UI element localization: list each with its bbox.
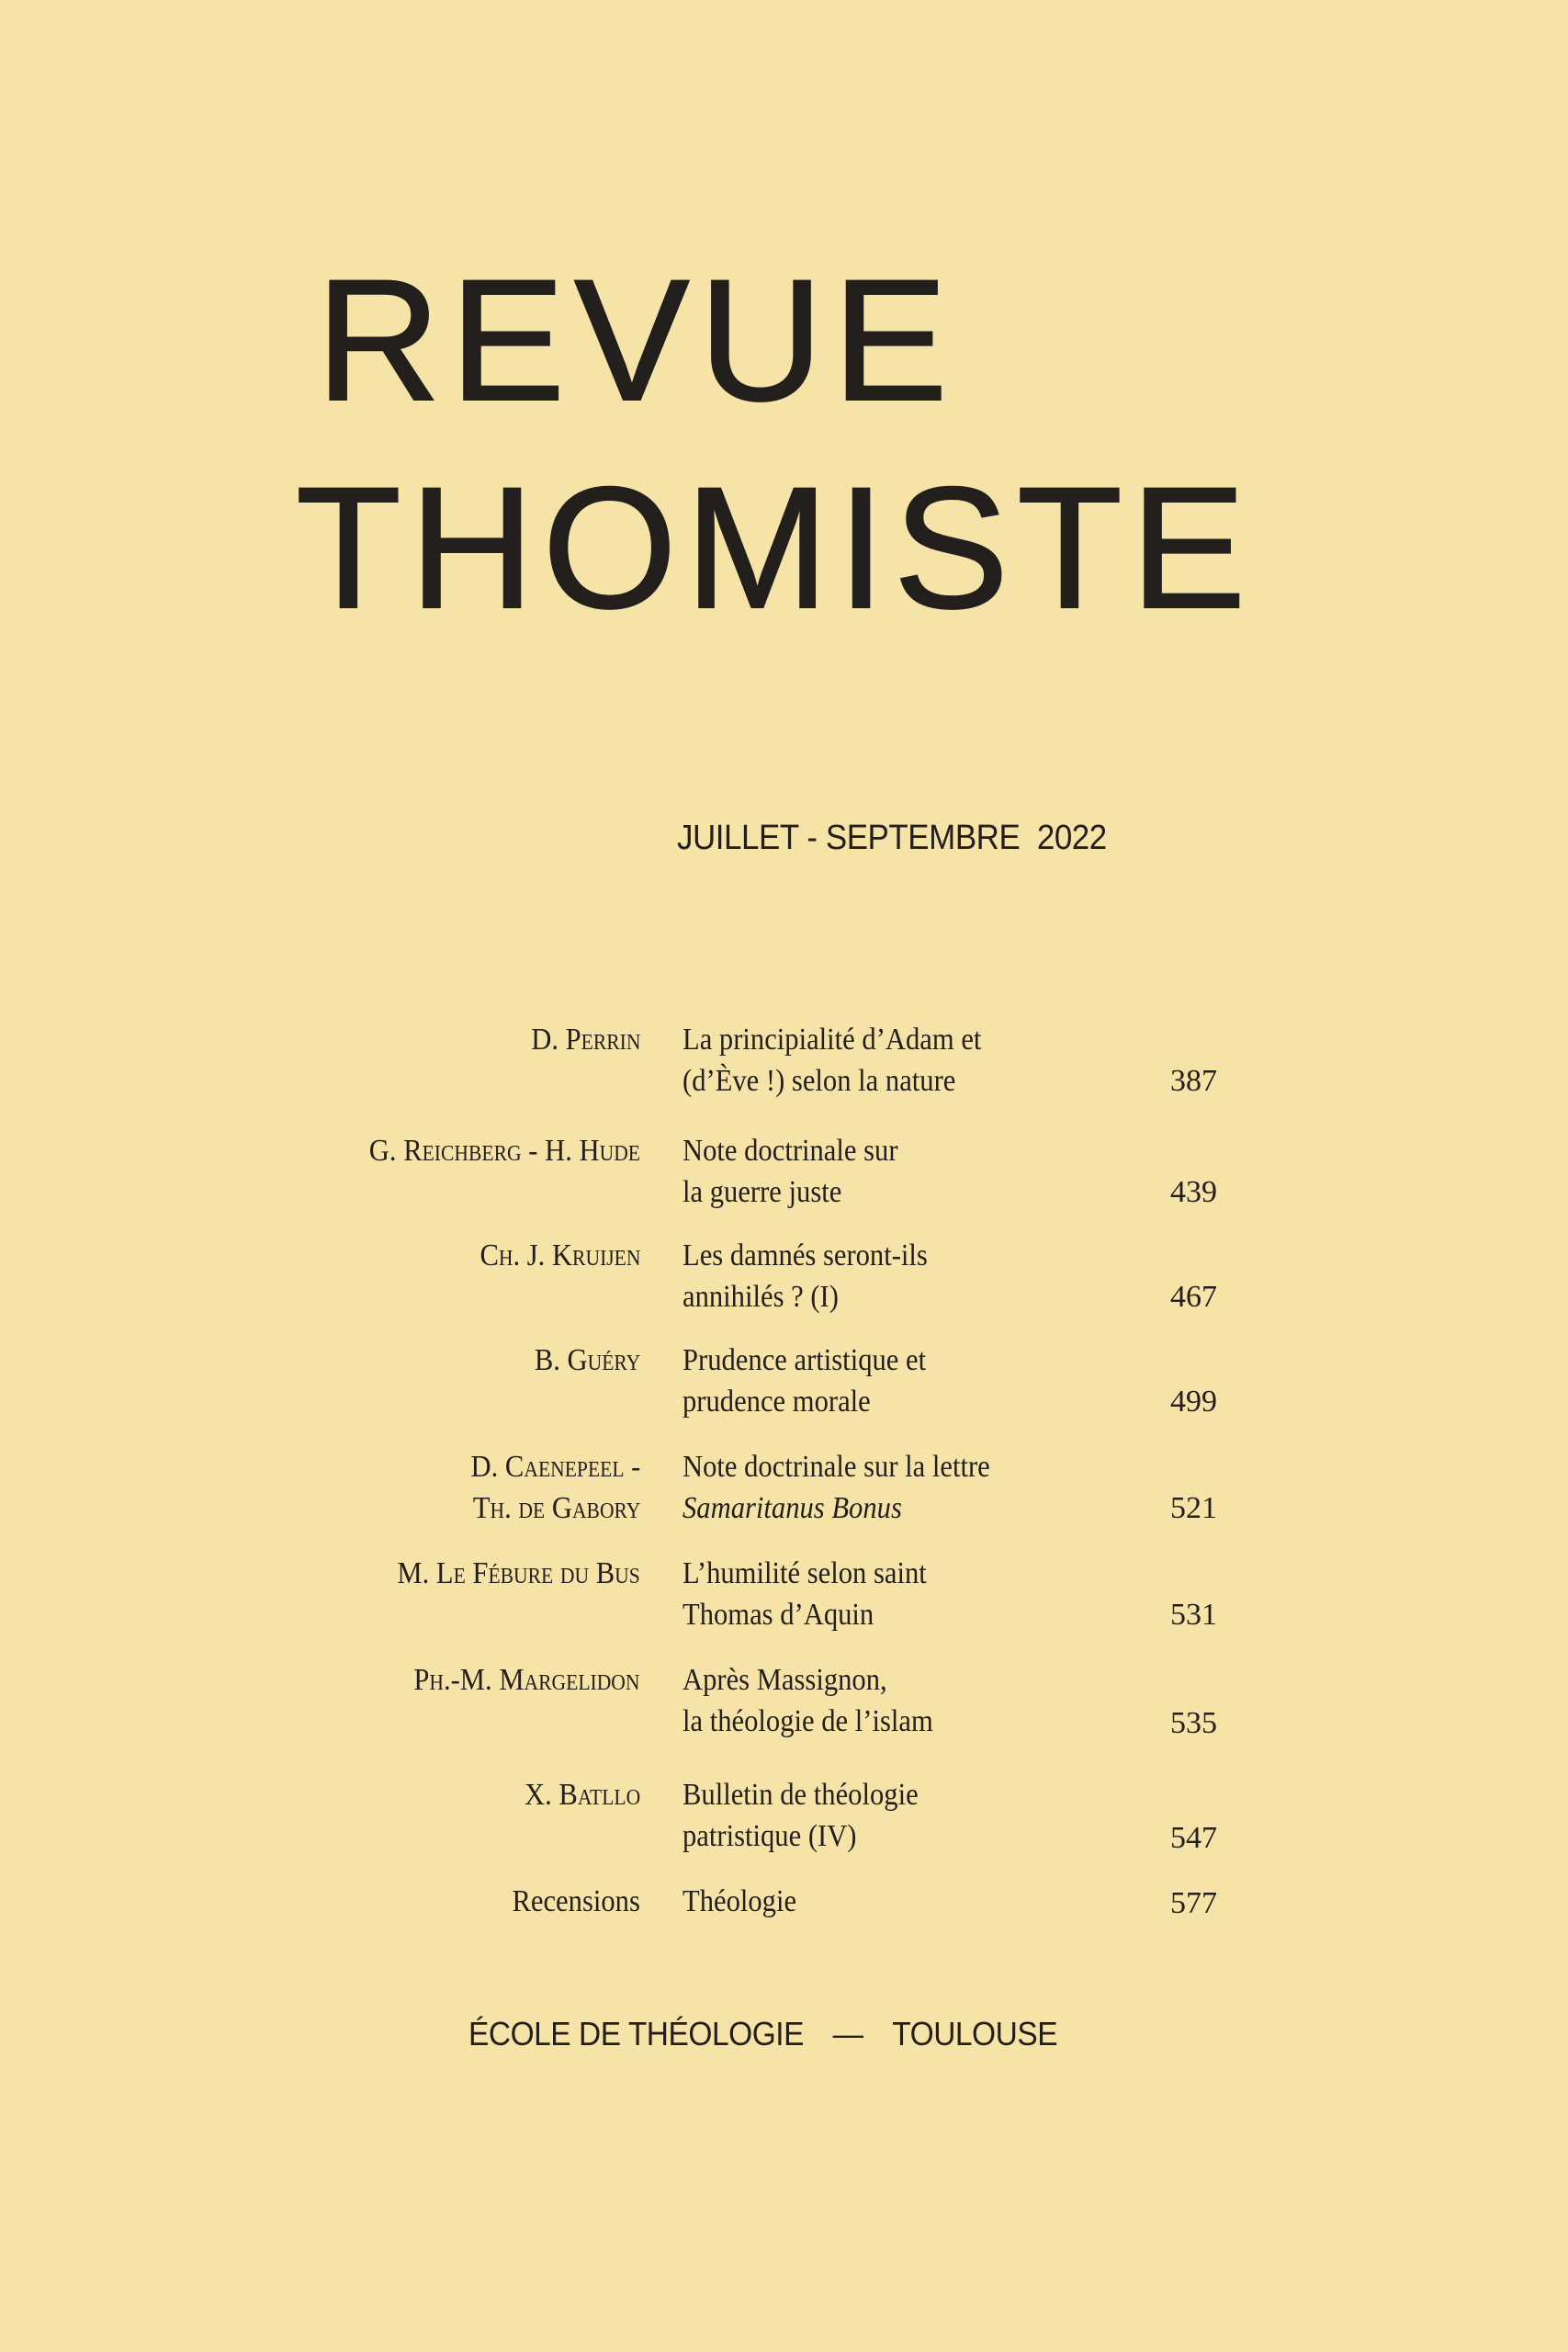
publisher-city: TOULOUSE <box>892 2015 1058 2052</box>
toc-entry <box>0 1130 1568 1213</box>
section-name: Recensions <box>512 1884 640 1918</box>
toc-entry <box>0 1659 1568 1742</box>
toc-article-title <box>682 1340 926 1422</box>
toc-entry <box>0 1340 1568 1422</box>
article-title-line: la théologie de l’islam <box>682 1704 933 1738</box>
article-title-line: (d’Ève !) selon la nature <box>682 1064 956 1098</box>
article-title-line: la guerre juste <box>682 1175 842 1209</box>
article-title-line: Prudence artistique et <box>682 1343 927 1377</box>
author-name: D. Perrin <box>530 1023 640 1057</box>
toc-author <box>479 1235 640 1276</box>
toc-page-number: 531 <box>1170 1598 1217 1632</box>
toc-page-number: 439 <box>1170 1175 1217 1209</box>
toc-page-number: 547 <box>1170 1821 1217 1855</box>
toc-page-number: 467 <box>1170 1280 1217 1314</box>
article-title-line: La principialité d’Adam et <box>682 1023 982 1057</box>
article-title-line: patristique (IV) <box>682 1819 857 1853</box>
article-title-line: Après Massignon, <box>682 1663 887 1697</box>
article-title-line: Thomas d’Aquin <box>682 1598 874 1632</box>
toc-article-title <box>682 1774 919 1857</box>
toc-page-number: 521 <box>1170 1491 1217 1525</box>
article-title-line: prudence morale <box>682 1385 871 1419</box>
toc-page-number: 387 <box>1170 1064 1217 1098</box>
toc-article-title <box>682 1130 898 1213</box>
author-name: M. Le Fébure du Bus <box>397 1556 640 1590</box>
toc-entry <box>0 1774 1568 1857</box>
author-name: Ph.-M. Margelidon <box>413 1663 640 1697</box>
author-name: Th. de Gabory <box>472 1491 640 1525</box>
author-name: B. Guéry <box>534 1343 640 1377</box>
toc-author <box>470 1446 640 1529</box>
publisher-footer <box>468 2012 1057 2056</box>
toc-entry <box>0 1235 1568 1317</box>
toc-article-title <box>682 1881 796 1922</box>
article-title-line: Note doctrinale sur la lettre <box>682 1450 990 1484</box>
author-name: X. Batllo <box>524 1778 640 1812</box>
journal-title-line-1: REVUE <box>316 243 957 436</box>
toc-article-title <box>682 1446 990 1529</box>
toc-author <box>369 1130 640 1171</box>
toc-article-title <box>682 1659 933 1742</box>
separator-dash: — <box>832 2015 863 2052</box>
author-name: G. Reichberg - H. Hude <box>368 1134 640 1168</box>
toc-page-number: 577 <box>1170 1886 1217 1920</box>
toc-entry <box>0 1553 1568 1635</box>
article-title-line: Note doctrinale sur <box>682 1134 898 1168</box>
publisher-name: ÉCOLE DE THÉOLOGIE <box>468 2015 804 2052</box>
article-title-line-italic: Samaritanus Bonus <box>682 1491 902 1525</box>
issue-date: JUILLET - SEPTEMBRE 2022 <box>677 819 1107 857</box>
toc-page-number: 535 <box>1170 1706 1217 1740</box>
journal-title-line-2: THOMISTE <box>296 451 1255 644</box>
toc-entry <box>0 1881 1568 1963</box>
article-title-line: L’humilité selon saint <box>682 1556 927 1590</box>
toc-entry <box>0 1446 1568 1529</box>
toc-author <box>414 1659 640 1701</box>
toc-author <box>398 1553 640 1594</box>
toc-article-title <box>682 1019 981 1102</box>
author-name: Ch. J. Kruijen <box>479 1238 640 1272</box>
author-name: D. Caenepeel - <box>470 1450 640 1484</box>
toc-author <box>513 1881 640 1922</box>
article-title-line: annihilés ? (I) <box>682 1280 839 1314</box>
article-title-line: Théologie <box>682 1884 797 1918</box>
toc-article-title <box>682 1553 927 1635</box>
article-title-line: Les damnés seront-ils <box>682 1238 928 1272</box>
toc-author <box>525 1774 640 1815</box>
article-title-line: Bulletin de théologie <box>682 1778 919 1812</box>
toc-author <box>535 1340 640 1381</box>
toc-article-title <box>682 1235 928 1317</box>
toc-entry <box>0 1019 1568 1102</box>
toc-author <box>531 1019 640 1060</box>
toc-page-number: 499 <box>1170 1385 1217 1419</box>
